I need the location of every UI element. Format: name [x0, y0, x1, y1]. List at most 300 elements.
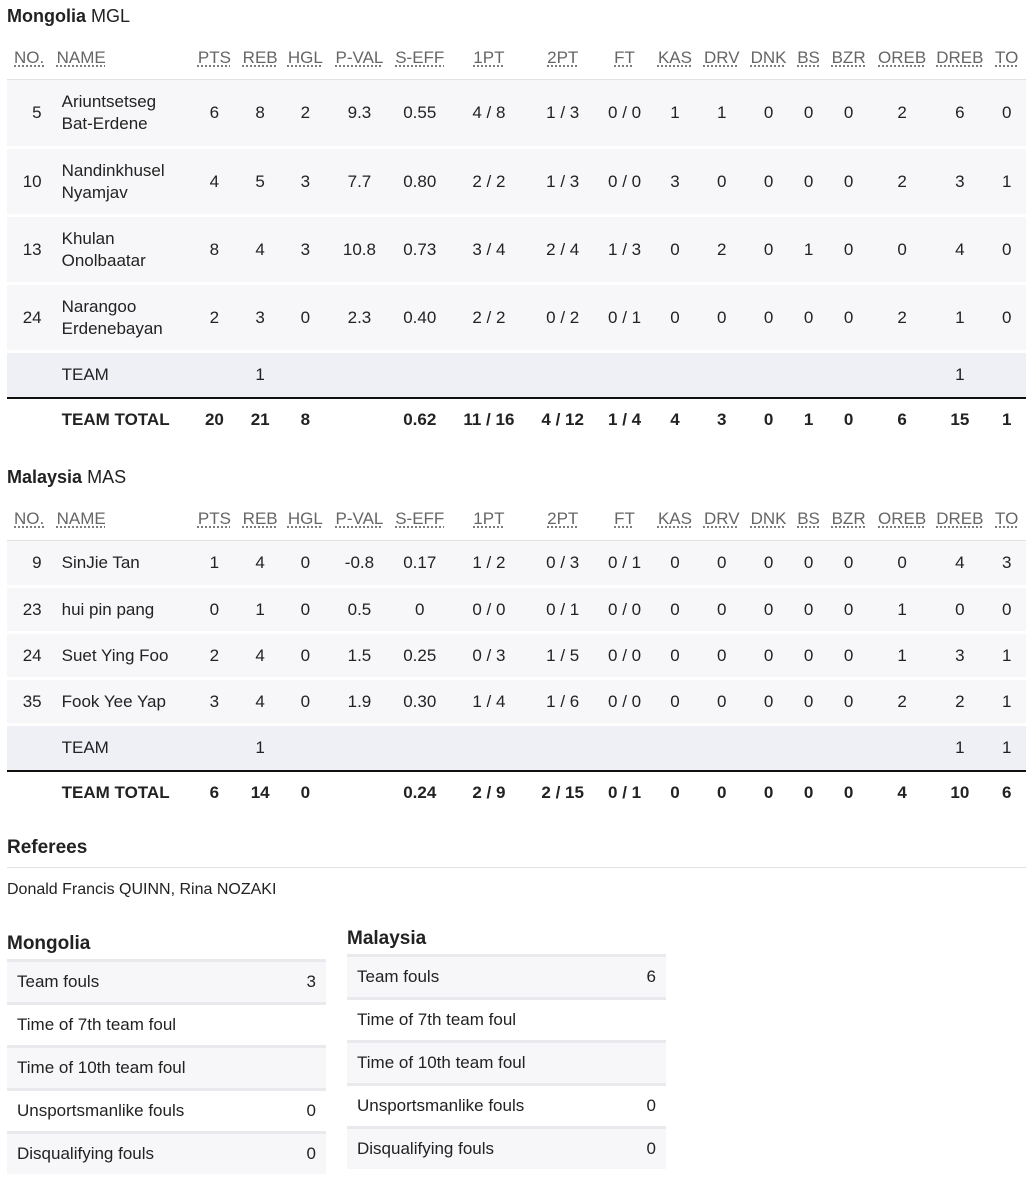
header-label[interactable]: P-VAL [335, 47, 384, 67]
header-label[interactable]: REB [242, 508, 278, 528]
dreb-value: 0 [932, 587, 987, 633]
drv-value: 0 [698, 679, 745, 725]
oreb-value: 2 [872, 148, 932, 216]
header-label[interactable]: NAME [56, 508, 106, 528]
header-label[interactable]: 1PT [473, 508, 505, 528]
pval-value [329, 725, 389, 771]
to-value: 1 [987, 725, 1026, 771]
bzr-value [825, 725, 872, 771]
team-total-label: TEAM TOTAL [50, 771, 190, 815]
foul-stat-value: 0 [646, 1139, 656, 1158]
2pt-value [528, 725, 598, 771]
2pt-value: 1 / 3 [528, 80, 598, 148]
col-kas-header[interactable] [652, 36, 699, 80]
bzr-value: 0 [825, 587, 872, 633]
reb-value: 4 [239, 633, 282, 679]
player-number: 35 [7, 679, 50, 725]
bs-value: 0 [792, 587, 825, 633]
header-label[interactable]: KAS [657, 47, 692, 67]
pts-value: 6 [190, 80, 239, 148]
oreb-value: 1 [872, 587, 932, 633]
2pt-value: 0 / 2 [528, 284, 598, 352]
col-dreb-header[interactable] [932, 497, 987, 541]
fouls-panel-malaysia [347, 928, 666, 1169]
player-name[interactable] [50, 541, 190, 587]
player-number: 10 [7, 148, 50, 216]
1pt-value: 2 / 2 [450, 284, 528, 352]
bzr-value: 0 [825, 148, 872, 216]
pts-value [190, 725, 239, 771]
header-label[interactable]: NO. [14, 508, 45, 528]
header-label[interactable]: P-VAL [335, 508, 384, 528]
col-no-header[interactable] [7, 36, 50, 80]
col-1pt-header[interactable] [450, 36, 528, 80]
foul-stat-row [7, 1088, 326, 1131]
reb-value: 4 [239, 216, 282, 284]
drv-value: 0 [698, 541, 745, 587]
to-value: 3 [987, 541, 1026, 587]
player-name-part: Nandinkhusel [61, 160, 165, 180]
hgl-value: 0 [281, 284, 329, 352]
header-label[interactable]: S-EFF [395, 47, 445, 67]
oreb-value: 2 [872, 80, 932, 148]
header-label[interactable]: OREB [878, 47, 927, 67]
header-label[interactable]: 1PT [473, 47, 505, 67]
header-label[interactable]: BZR [831, 47, 866, 67]
foul-stat-value: 0 [646, 1096, 656, 1115]
col-ft-header[interactable] [598, 497, 652, 541]
pval-value: 2.3 [329, 284, 389, 352]
1pt-total: 2 / 9 [450, 771, 528, 815]
seff-value: 0.80 [390, 148, 450, 216]
header-label[interactable]: FT [614, 508, 635, 528]
player-name-part: Khulan [61, 228, 115, 248]
bs-value: 0 [792, 80, 825, 148]
col-bs-header[interactable] [792, 36, 825, 80]
col-kas-header[interactable] [652, 497, 699, 541]
dreb-value: 1 [932, 284, 987, 352]
total-row-number [7, 771, 50, 815]
col-oreb-header[interactable] [872, 497, 932, 541]
kas-value: 0 [652, 679, 699, 725]
kas-total: 0 [652, 771, 699, 815]
header-label[interactable]: S-EFF [395, 508, 445, 528]
reb-total: 14 [239, 771, 282, 815]
kas-value: 0 [652, 216, 699, 284]
seff-value: 0.55 [390, 80, 450, 148]
pval-value [329, 352, 389, 398]
foul-stat-row [347, 954, 666, 997]
header-label[interactable]: OREB [878, 508, 927, 528]
col-dreb-header[interactable] [932, 36, 987, 80]
pts-value: 0 [190, 587, 239, 633]
header-label[interactable]: TO [995, 508, 1019, 528]
player-number: 13 [7, 216, 50, 284]
ft-total: 0 / 1 [598, 771, 652, 815]
header-label[interactable]: BS [797, 47, 820, 67]
fouls-team-name: Malaysia [347, 928, 427, 949]
header-label[interactable]: DREB [936, 47, 984, 67]
reb-value: 1 [239, 587, 282, 633]
team-header-malaysia [7, 467, 126, 488]
header-label[interactable]: TO [995, 47, 1019, 67]
bzr-value: 0 [825, 541, 872, 587]
bzr-total: 0 [825, 398, 872, 442]
col-pts-header[interactable] [190, 497, 239, 541]
foul-stat-label: Team fouls [357, 967, 440, 986]
ft-value [598, 352, 652, 398]
pval-total [329, 398, 389, 442]
pts-value: 2 [190, 284, 239, 352]
to-value: 1 [987, 633, 1026, 679]
reb-value: 4 [239, 541, 282, 587]
drv-value: 1 [698, 80, 745, 148]
header-label[interactable]: DREB [936, 508, 984, 528]
to-total: 1 [987, 398, 1026, 442]
col-reb-header[interactable] [239, 497, 282, 541]
player-row[interactable] [7, 216, 1026, 284]
drv-value [698, 352, 745, 398]
team-name: Mongolia [7, 6, 86, 26]
foul-stat-row [347, 1126, 666, 1169]
2pt-value: 2 / 4 [528, 216, 598, 284]
team-name: Malaysia [7, 467, 83, 487]
player-row[interactable] [7, 80, 1026, 148]
bs-value [792, 352, 825, 398]
player-number: 9 [7, 541, 50, 587]
kas-value: 3 [652, 148, 699, 216]
player-name[interactable] [50, 679, 190, 725]
header-label[interactable]: DRV [703, 508, 740, 528]
bzr-value: 0 [825, 284, 872, 352]
col-pval-header[interactable] [329, 36, 389, 80]
drv-total: 3 [698, 398, 745, 442]
player-row[interactable] [7, 679, 1026, 725]
oreb-value: 0 [872, 216, 932, 284]
hgl-value: 0 [281, 679, 329, 725]
ft-total: 1 / 4 [598, 398, 652, 442]
col-pval-header[interactable] [329, 497, 389, 541]
pts-value: 3 [190, 679, 239, 725]
header-label[interactable]: BS [797, 508, 820, 528]
pts-value: 1 [190, 541, 239, 587]
col-seff-header[interactable] [390, 497, 450, 541]
col-bzr-header[interactable] [825, 497, 872, 541]
1pt-value: 2 / 2 [450, 148, 528, 216]
foul-stat-label: Disqualifying fouls [357, 1139, 495, 1158]
col-ft-header[interactable] [598, 36, 652, 80]
header-label[interactable]: 2PT [547, 47, 579, 67]
1pt-value: 1 / 4 [450, 679, 528, 725]
pval-value: 10.8 [329, 216, 389, 284]
player-number: 24 [7, 633, 50, 679]
col-bzr-header[interactable] [825, 36, 872, 80]
team-row [7, 725, 1026, 771]
ft-value: 0 / 0 [598, 633, 652, 679]
drv-value: 0 [698, 587, 745, 633]
ft-value: 0 / 1 [598, 541, 652, 587]
2pt-value: 1 / 5 [528, 633, 598, 679]
hgl-value: 2 [281, 80, 329, 148]
dnk-value [745, 725, 792, 771]
ft-value: 0 / 1 [598, 284, 652, 352]
foul-stat-label: Time of 7th team foul [17, 1015, 177, 1034]
referees-names: Donald Francis QUINN, Rina NOZAKI [7, 881, 277, 898]
player-row[interactable] [7, 587, 1026, 633]
dreb-value: 6 [932, 80, 987, 148]
player-name[interactable] [50, 633, 190, 679]
header-label[interactable]: KAS [657, 508, 692, 528]
1pt-value: 1 / 2 [450, 541, 528, 587]
player-name[interactable] [50, 216, 190, 284]
col-drv-header[interactable] [698, 36, 745, 80]
ft-value: 1 / 3 [598, 216, 652, 284]
dnk-total: 0 [745, 771, 792, 815]
reb-value: 3 [239, 284, 282, 352]
pval-value: -0.8 [329, 541, 389, 587]
col-oreb-header[interactable] [872, 36, 932, 80]
dnk-value: 0 [745, 216, 792, 284]
team-row-number [7, 725, 50, 771]
header-label[interactable]: FT [614, 47, 635, 67]
col-drv-header[interactable] [698, 497, 745, 541]
header-label[interactable]: NO. [14, 47, 45, 67]
dreb-value: 3 [932, 633, 987, 679]
player-name-part: Ariuntsetseg [61, 92, 157, 111]
player-name-part: Bat-Erdene [61, 114, 148, 133]
dnk-value: 0 [745, 541, 792, 587]
ft-value: 0 / 0 [598, 679, 652, 725]
bzr-value: 0 [825, 80, 872, 148]
oreb-value: 1 [872, 633, 932, 679]
1pt-value: 0 / 0 [450, 587, 528, 633]
foul-stat-value: 0 [306, 1144, 316, 1163]
player-row[interactable] [7, 633, 1026, 679]
to-value [987, 352, 1026, 398]
col-bs-header[interactable] [792, 497, 825, 541]
header-row [7, 36, 1026, 80]
col-to-header[interactable] [987, 497, 1026, 541]
foul-stat-value: 6 [646, 967, 656, 986]
col-hgl-header[interactable] [281, 36, 329, 80]
oreb-value [872, 352, 932, 398]
foul-stat-label: Time of 10th team foul [357, 1053, 526, 1072]
player-name[interactable] [50, 284, 190, 352]
col-1pt-header[interactable] [450, 497, 528, 541]
bs-value: 0 [792, 541, 825, 587]
2pt-value: 1 / 3 [528, 148, 598, 216]
col-name-header[interactable] [50, 497, 190, 541]
foul-stat-label: Team fouls [17, 972, 100, 991]
player-number: 24 [7, 284, 50, 352]
ft-value: 0 / 0 [598, 587, 652, 633]
bzr-value [825, 352, 872, 398]
kas-value: 0 [652, 633, 699, 679]
header-row [7, 497, 1026, 541]
2pt-value [528, 352, 598, 398]
col-seff-header[interactable] [390, 36, 450, 80]
reb-value: 5 [239, 148, 282, 216]
foul-stat-row [7, 1002, 326, 1045]
dreb-total: 10 [932, 771, 987, 815]
dreb-value: 2 [932, 679, 987, 725]
player-name[interactable] [50, 148, 190, 216]
hgl-value [281, 725, 329, 771]
player-name-part: Narangoo [61, 296, 137, 316]
2pt-total: 4 / 12 [528, 398, 598, 442]
kas-value [652, 352, 699, 398]
col-dnk-header[interactable] [745, 36, 792, 80]
dnk-value: 0 [745, 633, 792, 679]
box-score-table-mongolia [7, 36, 1026, 442]
player-name[interactable] [50, 80, 190, 148]
seff-value: 0.40 [390, 284, 450, 352]
hgl-value: 3 [281, 216, 329, 284]
reb-total: 21 [239, 398, 282, 442]
team-row-label: TEAM [50, 352, 190, 398]
header-label[interactable]: DRV [703, 47, 740, 67]
pts-value [190, 352, 239, 398]
seff-total: 0.24 [390, 771, 450, 815]
col-reb-header[interactable] [239, 36, 282, 80]
foul-stat-row [347, 1083, 666, 1126]
to-value: 0 [987, 284, 1026, 352]
team-code: MGL [91, 6, 131, 26]
player-name-part: hui pin pang [61, 599, 155, 619]
seff-value: 0.73 [390, 216, 450, 284]
pval-value: 1.9 [329, 679, 389, 725]
drv-value: 0 [698, 633, 745, 679]
dnk-value: 0 [745, 679, 792, 725]
reb-value: 1 [239, 352, 282, 398]
seff-value: 0.30 [390, 679, 450, 725]
1pt-value [450, 725, 528, 771]
header-label[interactable]: HGL [287, 508, 323, 528]
hgl-value: 0 [281, 633, 329, 679]
foul-stat-row [7, 959, 326, 1002]
hgl-value: 0 [281, 541, 329, 587]
2pt-total: 2 / 15 [528, 771, 598, 815]
pval-value: 0.5 [329, 587, 389, 633]
col-no-header[interactable] [7, 497, 50, 541]
header-label[interactable]: NAME [56, 47, 106, 67]
col-to-header[interactable] [987, 36, 1026, 80]
header-label[interactable]: BZR [831, 508, 866, 528]
drv-value: 0 [698, 148, 745, 216]
foul-stat-label: Unsportsmanlike fouls [357, 1096, 525, 1115]
1pt-value: 3 / 4 [450, 216, 528, 284]
seff-value: 0 [390, 587, 450, 633]
pval-value: 9.3 [329, 80, 389, 148]
hgl-total: 0 [281, 771, 329, 815]
referees-title: Referees [7, 837, 1026, 868]
header-label[interactable]: DNK [750, 47, 787, 67]
foul-stat-row [347, 1040, 666, 1083]
player-name-part: Onolbaatar [61, 250, 146, 270]
team-header-mongolia [7, 6, 130, 27]
seff-total: 0.62 [390, 398, 450, 442]
kas-value: 0 [652, 284, 699, 352]
oreb-value: 2 [872, 679, 932, 725]
player-name-part: Suet Ying Foo [61, 645, 169, 665]
header-label[interactable]: REB [242, 47, 278, 67]
col-2pt-header[interactable] [528, 36, 598, 80]
dnk-value: 0 [745, 80, 792, 148]
pval-value: 7.7 [329, 148, 389, 216]
header-label[interactable]: PTS [197, 47, 231, 67]
dreb-value: 4 [932, 216, 987, 284]
team-total-row [7, 771, 1026, 815]
pts-value: 8 [190, 216, 239, 284]
dnk-value: 0 [745, 148, 792, 216]
2pt-value: 0 / 1 [528, 587, 598, 633]
col-hgl-header[interactable] [281, 497, 329, 541]
col-2pt-header[interactable] [528, 497, 598, 541]
header-label[interactable]: DNK [750, 508, 787, 528]
drv-total: 0 [698, 771, 745, 815]
team-total-label: TEAM TOTAL [50, 398, 190, 442]
foul-stat-label: Time of 10th team foul [17, 1058, 186, 1077]
header-label[interactable]: HGL [287, 47, 323, 67]
box-score-table-malaysia [7, 497, 1026, 815]
pts-total: 6 [190, 771, 239, 815]
pval-total [329, 771, 389, 815]
seff-value [390, 725, 450, 771]
reb-value: 8 [239, 80, 282, 148]
dreb-value: 4 [932, 541, 987, 587]
foul-stat-row [7, 1131, 326, 1174]
player-name-part: Erdenebayan [61, 318, 163, 338]
player-row[interactable] [7, 148, 1026, 216]
player-number: 23 [7, 587, 50, 633]
reb-value: 4 [239, 679, 282, 725]
col-dnk-header[interactable] [745, 497, 792, 541]
1pt-value: 4 / 8 [450, 80, 528, 148]
bs-value: 0 [792, 148, 825, 216]
kas-value: 0 [652, 541, 699, 587]
header-label[interactable]: 2PT [547, 508, 579, 528]
dreb-value: 3 [932, 148, 987, 216]
dreb-value: 1 [932, 352, 987, 398]
foul-stat-value: 0 [306, 1101, 316, 1120]
player-name[interactable] [50, 587, 190, 633]
dnk-value: 0 [745, 284, 792, 352]
col-name-header[interactable] [50, 36, 190, 80]
player-row[interactable] [7, 541, 1026, 587]
bzr-value: 0 [825, 633, 872, 679]
dnk-value [745, 352, 792, 398]
pval-value: 1.5 [329, 633, 389, 679]
oreb-total: 6 [872, 398, 932, 442]
pts-total: 20 [190, 398, 239, 442]
foul-stat-label: Time of 7th team foul [357, 1010, 517, 1029]
bzr-value: 0 [825, 216, 872, 284]
ft-value: 0 / 0 [598, 148, 652, 216]
kas-value: 0 [652, 587, 699, 633]
kas-value: 1 [652, 80, 699, 148]
foul-stat-label: Disqualifying fouls [17, 1144, 155, 1163]
foul-stat-row [7, 1045, 326, 1088]
col-pts-header[interactable] [190, 36, 239, 80]
oreb-total: 4 [872, 771, 932, 815]
ft-value: 0 / 0 [598, 80, 652, 148]
bs-value: 1 [792, 216, 825, 284]
bs-value: 0 [792, 679, 825, 725]
player-row[interactable] [7, 284, 1026, 352]
header-label[interactable]: PTS [197, 508, 231, 528]
player-number: 5 [7, 80, 50, 148]
1pt-value [450, 352, 528, 398]
